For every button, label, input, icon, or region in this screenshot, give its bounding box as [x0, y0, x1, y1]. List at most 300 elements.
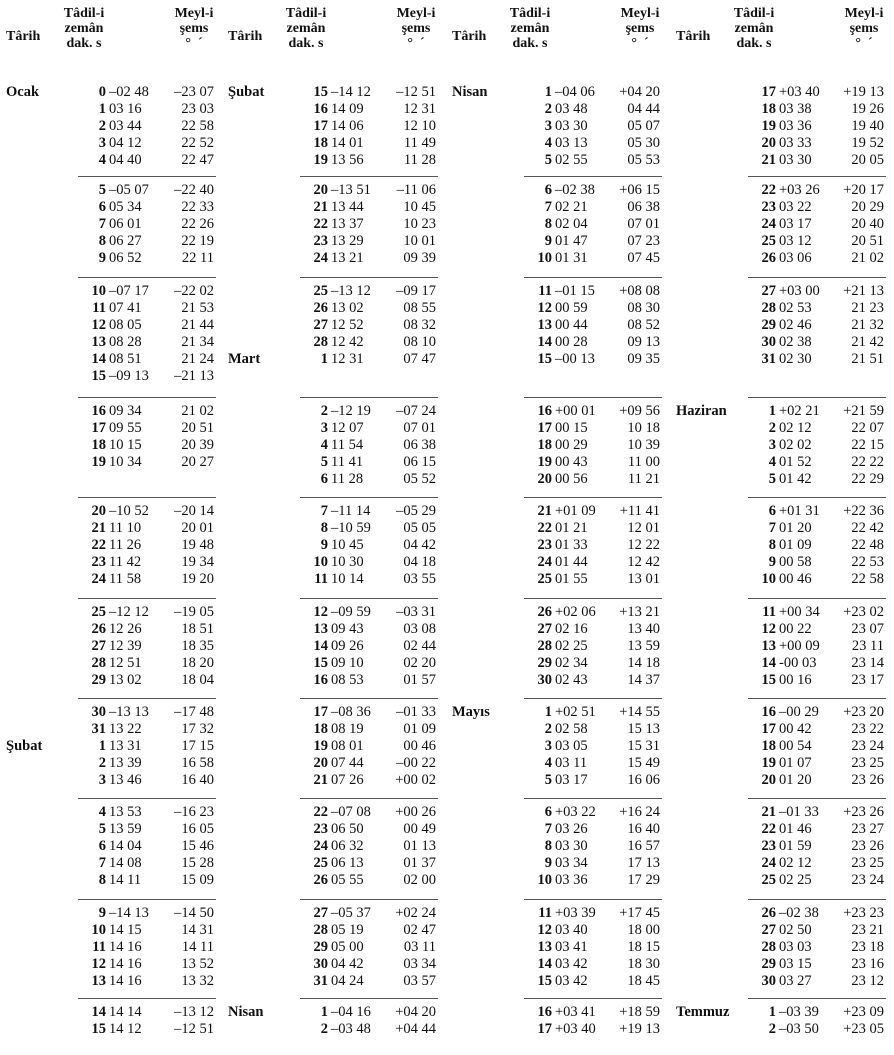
- table-row: [676, 437, 890, 454]
- group-divider: [78, 798, 216, 799]
- equation-of-time-value: 02 34: [555, 655, 588, 671]
- day-number: 4: [98, 804, 106, 820]
- table-row: [228, 922, 448, 939]
- table-row: [228, 233, 448, 250]
- table-row: [6, 334, 224, 351]
- group-divider: [300, 698, 438, 699]
- table-row: [228, 939, 448, 956]
- table-row: [452, 704, 672, 721]
- day-number: 18: [537, 437, 552, 453]
- equation-of-time-value: 02 43: [555, 672, 588, 688]
- equation-of-time-value: 08 28: [109, 334, 142, 350]
- table-row: [6, 956, 224, 973]
- equation-of-time-value: 04 24: [331, 973, 364, 989]
- day-number: 3: [320, 420, 328, 436]
- day-number: 6: [98, 838, 106, 854]
- group-divider: [524, 698, 662, 699]
- declination-value: 11 21: [627, 471, 660, 487]
- table-row: [452, 804, 672, 821]
- equation-of-time-value: 04 12: [109, 135, 142, 151]
- equation-of-time-value: 14 08: [109, 855, 142, 871]
- day-number: 27: [537, 621, 552, 637]
- declination-value: 01 09: [403, 721, 436, 737]
- table-row: [6, 454, 224, 471]
- declination-value: 22 29: [851, 471, 884, 487]
- day-number: 2: [544, 721, 552, 737]
- table-row: [6, 216, 224, 233]
- equation-of-time-value: 09 55: [109, 420, 142, 436]
- table-row: [6, 704, 224, 721]
- declination-value: 02 20: [403, 655, 436, 671]
- equation-of-time-value: 00 44: [555, 317, 588, 333]
- table-row: [676, 152, 890, 169]
- declination-value: 04 18: [403, 554, 436, 570]
- equation-of-time-value: 14 01: [331, 135, 364, 151]
- equation-of-time-value: 12 42: [331, 334, 364, 350]
- declination-value: 10 45: [403, 199, 436, 215]
- day-number: 15: [313, 655, 328, 671]
- header-date: Târih: [228, 29, 263, 44]
- equation-of-time-value: –02 38: [555, 182, 595, 198]
- day-number: 14: [313, 638, 328, 654]
- group-divider: [78, 277, 216, 278]
- table-row: [452, 118, 672, 135]
- declination-value: 20 05: [851, 152, 884, 168]
- table-row: [6, 437, 224, 454]
- equation-of-time-value: 00 29: [555, 437, 588, 453]
- group-divider: [300, 497, 438, 498]
- day-number: 20: [761, 135, 776, 151]
- day-number: 21: [537, 503, 552, 519]
- day-number: 25: [313, 855, 328, 871]
- declination-value: 23 07: [851, 621, 884, 637]
- table-column: [6, 0, 224, 1055]
- equation-of-time-value: –07 17: [109, 283, 149, 299]
- equation-of-time-value: +03 00: [779, 283, 820, 299]
- day-number: 28: [313, 334, 328, 350]
- day-number: 21: [313, 772, 328, 788]
- equation-of-time-value: –14 13: [109, 905, 149, 921]
- declination-value: 17 13: [627, 855, 660, 871]
- day-number: 29: [761, 956, 776, 972]
- day-number: 19: [537, 454, 552, 470]
- declination-value: 23 21: [851, 922, 884, 938]
- day-number: 4: [320, 437, 328, 453]
- day-number: 6: [768, 503, 776, 519]
- group-divider: [748, 176, 886, 177]
- declination-value: –11 06: [396, 182, 436, 198]
- day-number: 14: [91, 1004, 106, 1020]
- day-number: 9: [320, 537, 328, 553]
- table-column: [452, 0, 672, 1055]
- table-row: [676, 118, 890, 135]
- equation-of-time-value: 11 41: [331, 454, 364, 470]
- table-row: [228, 704, 448, 721]
- declination-value: –22 02: [174, 283, 214, 299]
- day-number: 22: [537, 520, 552, 536]
- table-row: [452, 420, 672, 437]
- table-row: [676, 233, 890, 250]
- day-number: 27: [761, 922, 776, 938]
- declination-value: +17 45: [619, 905, 660, 921]
- table-row: [452, 772, 672, 789]
- day-number: 4: [768, 454, 776, 470]
- table-row: [228, 317, 448, 334]
- table-row: [676, 956, 890, 973]
- day-number: 13: [91, 334, 106, 350]
- table-column: [228, 0, 448, 1055]
- table-row: [228, 554, 448, 571]
- equation-of-time-value: 13 37: [331, 216, 364, 232]
- table-row: [6, 672, 224, 689]
- table-row: [228, 537, 448, 554]
- group-divider: [748, 277, 886, 278]
- declination-value: 23 24: [851, 738, 884, 754]
- day-number: 9: [544, 855, 552, 871]
- equation-of-time-value: 03 05: [555, 738, 588, 754]
- day-number: 17: [313, 704, 328, 720]
- equation-of-time-value: 02 12: [779, 855, 812, 871]
- day-number: 6: [320, 471, 328, 487]
- declination-value: –21 13: [174, 368, 214, 384]
- header-date: Târih: [676, 29, 711, 44]
- declination-value: –20 14: [174, 503, 214, 519]
- table-row: [452, 454, 672, 471]
- equation-of-time-value: 03 30: [555, 118, 588, 134]
- table-row: [6, 905, 224, 922]
- declination-value: 09 39: [403, 250, 436, 266]
- table-row: [6, 922, 224, 939]
- table-row: [228, 604, 448, 621]
- equation-of-time-value: 02 50: [779, 922, 812, 938]
- group-divider: [748, 998, 886, 999]
- table-row: [6, 804, 224, 821]
- declination-value: 19 20: [181, 571, 214, 587]
- equation-of-time-value: 01 21: [555, 520, 588, 536]
- declination-value: –22 40: [174, 182, 214, 198]
- declination-value: 23 11: [851, 638, 884, 654]
- declination-value: +04 20: [619, 84, 660, 100]
- table-row: [676, 755, 890, 772]
- declination-value: 15 46: [181, 838, 214, 854]
- table-row: [6, 772, 224, 789]
- table-row: [6, 403, 224, 420]
- group-divider: [748, 798, 886, 799]
- declination-value: 02 00: [403, 872, 436, 888]
- table-row: [676, 471, 890, 488]
- header-declination: Meyl-i şems ° ´: [844, 6, 884, 51]
- equation-of-time-value: 08 51: [109, 351, 142, 367]
- day-number: 10: [537, 250, 552, 266]
- month-label: Mart: [228, 351, 261, 367]
- table-row: [228, 199, 448, 216]
- day-number: 3: [544, 738, 552, 754]
- declination-value: +11 41: [619, 503, 660, 519]
- equation-of-time-value: –10 52: [109, 503, 149, 519]
- equation-of-time-value: 09 34: [109, 403, 142, 419]
- declination-value: –00 22: [396, 755, 436, 771]
- day-number: 11: [538, 283, 552, 299]
- equation-of-time-value: 10 14: [331, 571, 364, 587]
- equation-of-time-value: 05 55: [331, 872, 364, 888]
- day-number: 1: [768, 403, 776, 419]
- equation-of-time-value: 02 04: [555, 216, 588, 232]
- equation-of-time-value: 14 12: [109, 1021, 142, 1037]
- declination-value: 02 47: [403, 922, 436, 938]
- equation-of-time-value: –13 13: [109, 704, 149, 720]
- equation-of-time-value: 03 13: [555, 135, 588, 151]
- day-number: 30: [537, 672, 552, 688]
- declination-value: 23 12: [851, 973, 884, 989]
- declination-value: 15 49: [627, 755, 660, 771]
- table-row: [228, 84, 448, 101]
- table-row: [676, 403, 890, 420]
- header-equation-of-time: Tâdil-i zemân dak. s: [63, 6, 105, 51]
- day-number: 9: [98, 250, 106, 266]
- day-number: 29: [313, 939, 328, 955]
- equation-of-time-value: 13 29: [331, 233, 364, 249]
- day-number: 2: [768, 1021, 776, 1037]
- day-number: 1: [768, 1004, 776, 1020]
- equation-of-time-value: 09 26: [331, 638, 364, 654]
- month-label: Mayıs: [452, 704, 490, 720]
- group-divider: [78, 497, 216, 498]
- table-row: [676, 838, 890, 855]
- equation-of-time-value: –00 29: [779, 704, 819, 720]
- day-number: 22: [91, 537, 106, 553]
- day-number: 31: [91, 721, 106, 737]
- equation-of-time-value: 01 31: [555, 250, 588, 266]
- table-row: [6, 604, 224, 621]
- equation-of-time-value: –00 13: [555, 351, 595, 367]
- month-label: Haziran: [676, 403, 727, 419]
- day-number: 18: [313, 135, 328, 151]
- declination-value: 14 37: [627, 672, 660, 688]
- table-row: [228, 182, 448, 199]
- equation-of-time-value: –02 48: [109, 84, 149, 100]
- equation-of-time-value: 14 04: [109, 838, 142, 854]
- declination-value: 16 58: [181, 755, 214, 771]
- equation-of-time-value: 12 07: [331, 420, 364, 436]
- declination-value: +18 59: [619, 1004, 660, 1020]
- day-number: 20: [313, 182, 328, 198]
- equation-of-time-value: 04 40: [109, 152, 142, 168]
- equation-of-time-value: 13 53: [109, 804, 142, 820]
- equation-of-time-value: 10 45: [331, 537, 364, 553]
- equation-of-time-value: 14 16: [109, 973, 142, 989]
- declination-value: 21 44: [181, 317, 214, 333]
- declination-value: 21 02: [851, 250, 884, 266]
- equation-of-time-value: 06 01: [109, 216, 142, 232]
- declination-value: –13 12: [174, 1004, 214, 1020]
- day-number: 7: [98, 216, 106, 232]
- declination-value: 22 26: [181, 216, 214, 232]
- day-number: 12: [91, 956, 106, 972]
- equation-of-time-value: –03 39: [779, 1004, 819, 1020]
- declination-value: +14 55: [619, 704, 660, 720]
- equation-of-time-value: 07 44: [331, 755, 364, 771]
- day-number: 21: [761, 804, 776, 820]
- declination-value: +16 24: [619, 804, 660, 820]
- column-header: [228, 6, 448, 64]
- declination-value: 23 24: [851, 872, 884, 888]
- declination-value: 03 34: [403, 956, 436, 972]
- day-number: 18: [761, 101, 776, 117]
- equation-of-time-value: 08 05: [109, 317, 142, 333]
- declination-value: 23 26: [851, 772, 884, 788]
- equation-of-time-value: 12 51: [109, 655, 142, 671]
- equation-of-time-value: 13 56: [331, 152, 364, 168]
- table-row: [228, 738, 448, 755]
- table-row: [452, 939, 672, 956]
- equation-of-time-value: 08 01: [331, 738, 364, 754]
- equation-of-time-value: 06 50: [331, 821, 364, 837]
- table-row: [676, 101, 890, 118]
- day-number: 24: [761, 216, 776, 232]
- table-row: [676, 804, 890, 821]
- declination-value: 01 37: [403, 855, 436, 871]
- table-row: [228, 250, 448, 267]
- declination-value: 22 58: [181, 118, 214, 134]
- equation-of-time-value: +03 22: [555, 804, 596, 820]
- declination-value: 20 29: [851, 199, 884, 215]
- equation-of-time-value: 01 59: [779, 838, 812, 854]
- table-row: [676, 922, 890, 939]
- day-number: 19: [313, 152, 328, 168]
- day-number: 1: [544, 704, 552, 720]
- group-divider: [78, 698, 216, 699]
- equation-of-time-value: 03 34: [555, 855, 588, 871]
- day-number: 15: [91, 1021, 106, 1037]
- declination-value: 18 30: [627, 956, 660, 972]
- group-divider: [524, 899, 662, 900]
- declination-value: 08 32: [403, 317, 436, 333]
- month-label: Şubat: [6, 738, 43, 754]
- group-divider: [300, 798, 438, 799]
- table-row: [452, 973, 672, 990]
- group-divider: [300, 397, 438, 398]
- table-row: [228, 721, 448, 738]
- equation-of-time-value: +02 21: [779, 403, 820, 419]
- equation-of-time-value: 01 07: [779, 755, 812, 771]
- day-number: 13: [313, 621, 328, 637]
- declination-value: 17 32: [181, 721, 214, 737]
- month-label: Ocak: [6, 84, 40, 100]
- declination-value: 03 08: [403, 621, 436, 637]
- declination-value: 01 57: [403, 672, 436, 688]
- declination-value: 23 14: [851, 655, 884, 671]
- day-number: 28: [761, 300, 776, 316]
- day-number: 3: [768, 437, 776, 453]
- equation-of-time-value: 13 02: [331, 300, 364, 316]
- declination-value: 18 20: [181, 655, 214, 671]
- day-number: 9: [544, 233, 552, 249]
- equation-of-time-value: 01 09: [779, 537, 812, 553]
- day-number: 17: [761, 84, 776, 100]
- equation-of-time-value: 11 10: [109, 520, 142, 536]
- group-divider: [78, 397, 216, 398]
- day-number: 21: [91, 520, 106, 536]
- day-number: 20: [761, 772, 776, 788]
- declination-value: 11 49: [403, 135, 436, 151]
- declination-value: 23 25: [851, 755, 884, 771]
- equation-of-time-value: +01 31: [779, 503, 820, 519]
- declination-value: 22 58: [851, 571, 884, 587]
- declination-value: –12 51: [174, 1021, 214, 1037]
- table-row: [6, 283, 224, 300]
- declination-value: 23 16: [851, 956, 884, 972]
- declination-value: 08 52: [627, 317, 660, 333]
- declination-value: 23 26: [851, 838, 884, 854]
- day-number: 11: [92, 300, 106, 316]
- declination-value: +00 02: [395, 772, 436, 788]
- day-number: 16: [91, 403, 106, 419]
- equation-of-time-value: -00 03: [779, 655, 817, 671]
- equation-of-time-value: 01 47: [555, 233, 588, 249]
- equation-of-time-value: 03 03: [779, 939, 812, 955]
- group-divider: [300, 176, 438, 177]
- day-number: 2: [320, 1021, 328, 1037]
- table-row: [676, 84, 890, 101]
- equation-of-time-value: –05 37: [331, 905, 371, 921]
- day-number: 2: [768, 420, 776, 436]
- day-number: 23: [761, 838, 776, 854]
- equation-of-time-value: 00 56: [555, 471, 588, 487]
- day-number: 29: [761, 317, 776, 333]
- day-number: 3: [544, 118, 552, 134]
- declination-value: –01 33: [396, 704, 436, 720]
- group-divider: [78, 899, 216, 900]
- declination-value: 19 48: [181, 537, 214, 553]
- declination-value: +23 20: [843, 704, 884, 720]
- declination-value: 18 00: [627, 922, 660, 938]
- day-number: 16: [313, 101, 328, 117]
- declination-value: 06 38: [627, 199, 660, 215]
- day-number: 30: [761, 334, 776, 350]
- equation-of-time-value: 03 42: [555, 956, 588, 972]
- declination-value: 11 00: [627, 454, 660, 470]
- table-row: [452, 621, 672, 638]
- day-number: 23: [761, 199, 776, 215]
- day-number: 19: [761, 118, 776, 134]
- table-row: [452, 855, 672, 872]
- equation-of-time-value: 02 53: [779, 300, 812, 316]
- table-row: [228, 351, 448, 368]
- declination-value: 17 29: [627, 872, 660, 888]
- equation-of-time-value: 14 11: [109, 872, 142, 888]
- day-number: 21: [313, 199, 328, 215]
- declination-value: +00 26: [395, 804, 436, 820]
- declination-value: 19 26: [851, 101, 884, 117]
- day-number: 2: [320, 403, 328, 419]
- day-number: 20: [313, 755, 328, 771]
- day-number: 7: [98, 855, 106, 871]
- declination-value: 18 45: [627, 973, 660, 989]
- equation-of-time-value: 04 42: [331, 956, 364, 972]
- day-number: 13: [761, 638, 776, 654]
- equation-of-time-value: 03 41: [555, 939, 588, 955]
- declination-value: 13 01: [627, 571, 660, 587]
- equation-of-time-value: +03 41: [555, 1004, 596, 1020]
- declination-value: +23 26: [843, 804, 884, 820]
- day-number: 8: [320, 520, 328, 536]
- equation-of-time-value: 03 30: [555, 838, 588, 854]
- day-number: 18: [313, 721, 328, 737]
- equation-of-time-value: 11 28: [331, 471, 364, 487]
- declination-value: 00 46: [403, 738, 436, 754]
- declination-value: 06 38: [403, 437, 436, 453]
- table-row: [452, 838, 672, 855]
